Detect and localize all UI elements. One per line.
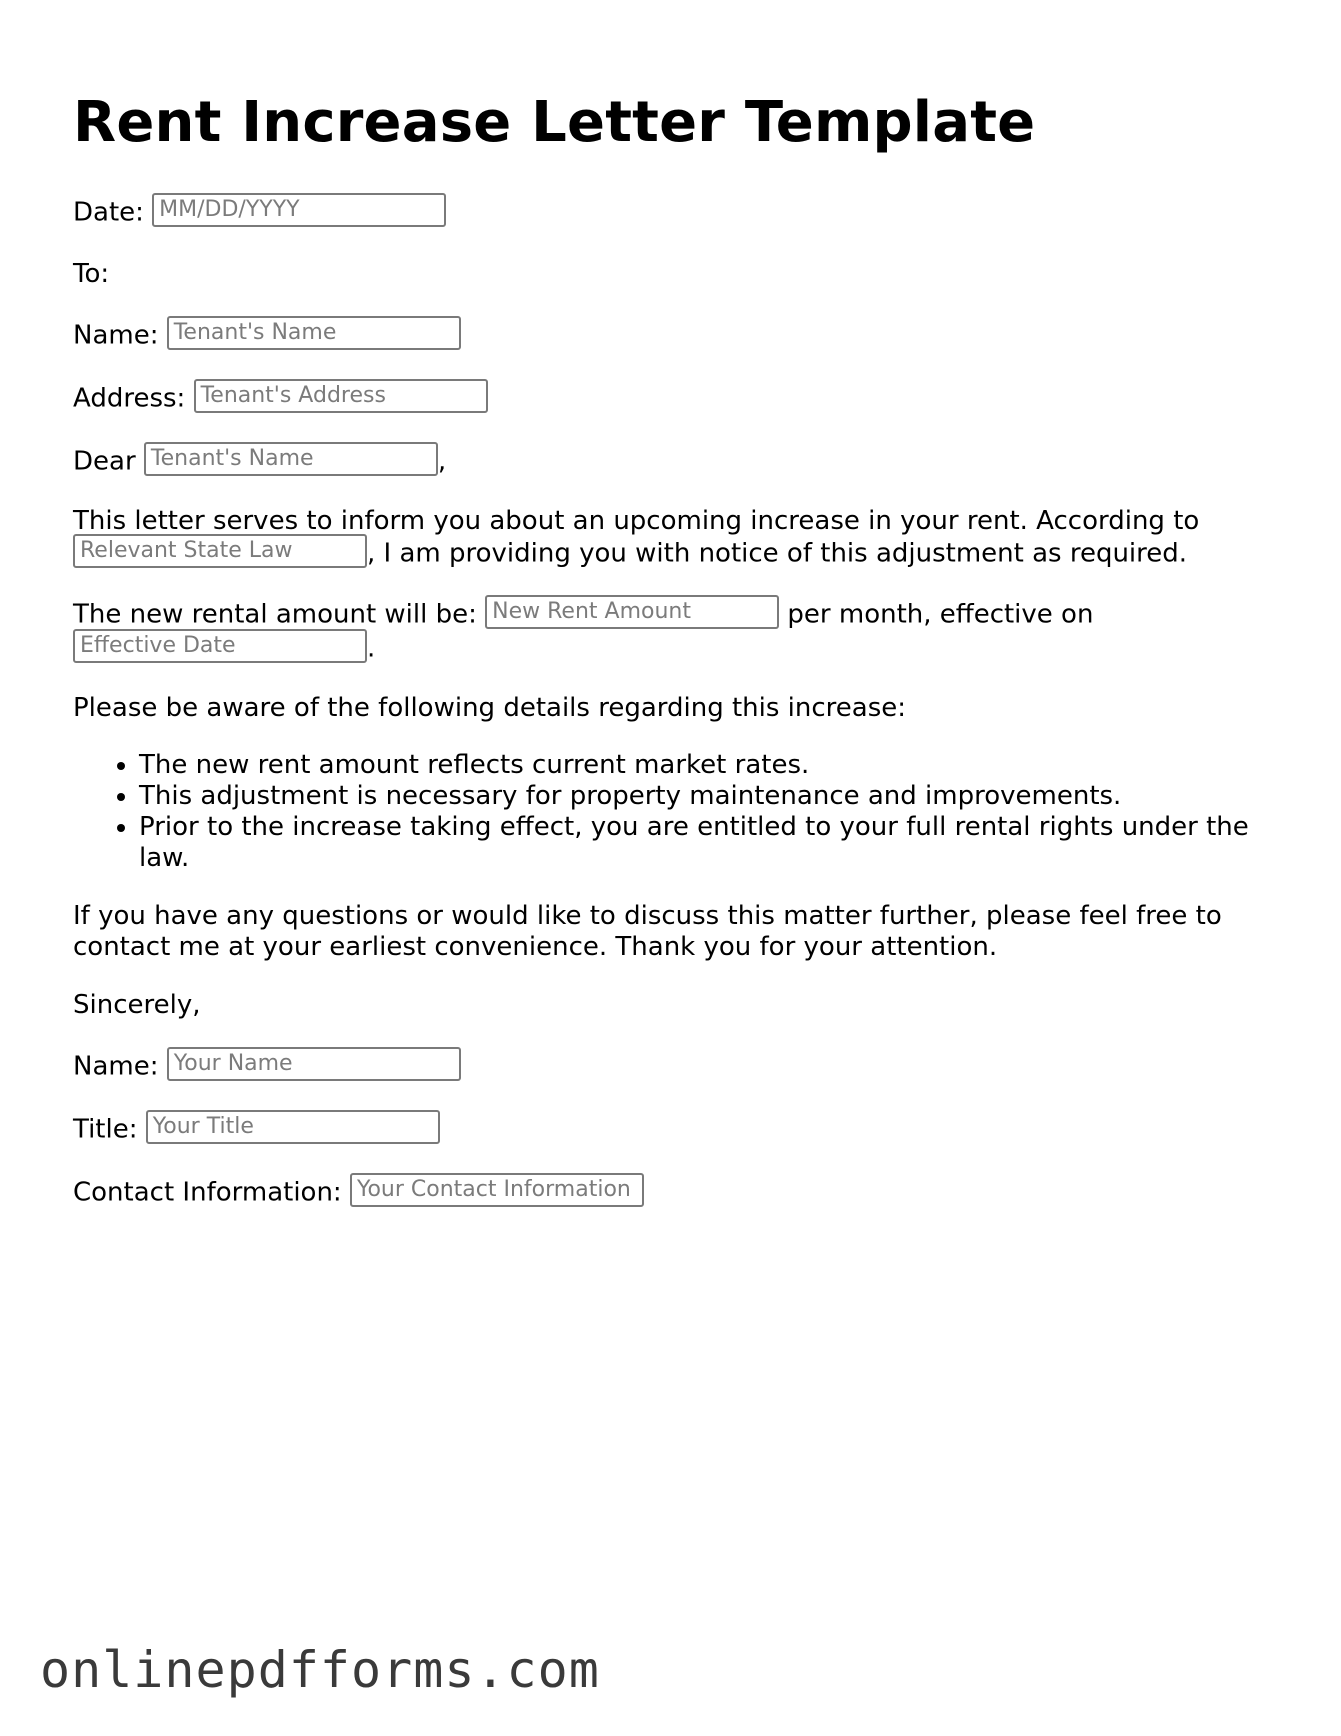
sender-contact-row <box>73 1176 1273 1210</box>
to-label: To: <box>73 259 110 289</box>
salutation-row <box>73 445 1273 479</box>
sender-contact-label: Contact Information: <box>73 1177 342 1208</box>
list-item: • Prior to the increase taking effect, you are entitled to your full rental rights under the law. <box>139 812 1273 874</box>
sender-name-field[interactable]: Your Name <box>167 1047 461 1081</box>
state-law-field[interactable]: Relevant State Law <box>73 534 367 568</box>
sender-title-row <box>73 1113 1273 1147</box>
intro-paragraph <box>73 506 1273 571</box>
effective-date-field[interactable]: Effective Date <box>73 629 367 663</box>
date-label: Date: <box>73 197 144 228</box>
sender-name-label: Name: <box>73 1051 159 1082</box>
list-item: • This adjustment is necessary for property maintenance and improvements. <box>139 781 1273 812</box>
details-intro: Please be aware of the following details regarding this increase: <box>73 693 907 723</box>
new-rent-period: . <box>367 633 376 664</box>
new-rent-paragraph <box>73 598 1273 666</box>
tenant-address-field[interactable]: Tenant's Address <box>194 379 488 413</box>
closing-paragraph: If you have any questions or would like to discuss this matter further, please feel free to contact me at your earliest convenience. Thank you for your attention. <box>73 901 1222 962</box>
salutation-label: Dear <box>73 446 136 477</box>
tenant-address-row <box>73 382 1273 416</box>
salutation-name-field[interactable]: Tenant's Name <box>144 442 438 476</box>
salutation-comma: , <box>437 446 447 477</box>
watermark: onlinepdfforms.com <box>40 1641 600 1699</box>
sender-title-label: Title: <box>73 1114 138 1145</box>
intro-text-before: This letter serves to inform you about an upcoming increase in your rent. According to <box>73 506 1200 536</box>
date-field[interactable]: MM/DD/YYYY <box>152 193 446 227</box>
new-rent-label: The new rental amount will be: <box>73 599 477 630</box>
tenant-name-row <box>73 319 1273 353</box>
details-list <box>73 750 1273 874</box>
new-rent-amount-field[interactable]: New Rent Amount <box>485 595 779 629</box>
new-rent-middle-text: per month, effective on <box>787 599 1094 630</box>
tenant-name-label: Name: <box>73 320 159 351</box>
sender-name-row <box>73 1050 1273 1084</box>
sign-off: Sincerely, <box>73 990 201 1020</box>
page-title: Rent Increase Letter Template <box>73 90 1036 155</box>
sender-contact-field[interactable]: Your Contact Information <box>350 1173 644 1207</box>
intro-text-after: , I am providing you with notice of this adjustment as required. <box>367 538 1188 569</box>
tenant-address-label: Address: <box>73 383 186 414</box>
list-item: • The new rent amount reflects current market rates. <box>139 750 1273 781</box>
tenant-name-field[interactable]: Tenant's Name <box>167 316 461 350</box>
date-row <box>73 196 1273 230</box>
sender-title-field[interactable]: Your Title <box>146 1110 440 1144</box>
letter-page <box>73 90 1273 1210</box>
